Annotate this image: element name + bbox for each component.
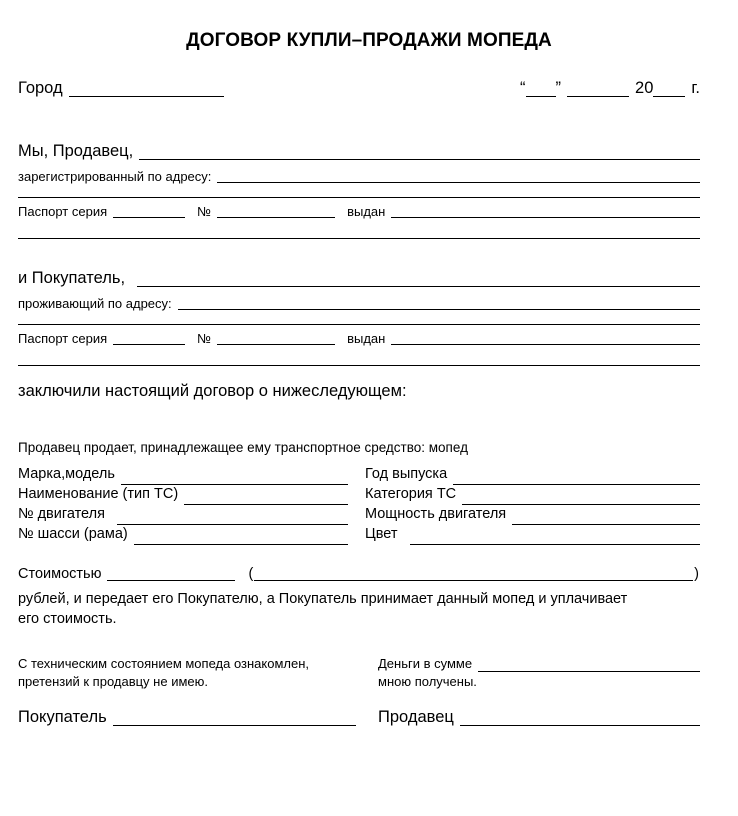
spec-blank-chassis-number[interactable] — [134, 530, 348, 545]
acknowledgement-line-2: претензий к продавцу не имею. — [18, 674, 208, 689]
spec-blank-year[interactable] — [453, 470, 700, 485]
spec-label-chassis-number: № шасси (рама) — [18, 526, 128, 542]
receipt-block — [378, 655, 700, 691]
seller-passport-number-label: № — [197, 204, 212, 219]
signature-seller-row — [378, 708, 700, 727]
buyer-passport-row — [18, 331, 700, 346]
buyer-passport-continuation-rule — [18, 365, 700, 366]
signature-buyer-blank[interactable] — [113, 709, 356, 726]
price-paren-close: ) — [694, 566, 699, 582]
spec-row-chassis-number — [18, 526, 348, 546]
spec-column-right — [365, 466, 700, 546]
spec-label-color: Цвет — [365, 526, 398, 542]
receipt-amount-blank[interactable] — [478, 659, 700, 672]
seller-name-row — [18, 142, 700, 161]
price-amount-blank[interactable] — [107, 566, 235, 581]
buyer-passport-issued-blank[interactable] — [391, 332, 700, 345]
signature-buyer-row — [18, 708, 356, 727]
buyer-address-label: проживающий по адресу: — [18, 296, 172, 311]
spec-blank-category[interactable] — [462, 490, 700, 505]
date-quote-close: ” — [555, 79, 562, 97]
spec-row-type-name — [18, 486, 348, 506]
seller-passport-continuation-rule — [18, 238, 700, 239]
receipt-amount-row — [378, 655, 700, 673]
date-month-blank[interactable] — [567, 80, 629, 97]
price-words-blank[interactable] — [254, 566, 693, 581]
price-label: Стоимостью — [18, 566, 102, 582]
buyer-name-row — [18, 269, 700, 288]
acknowledgement-block — [18, 655, 358, 691]
signature-seller-label: Продавец — [378, 708, 454, 726]
buyer-name-blank[interactable] — [137, 270, 700, 287]
seller-address-blank[interactable] — [217, 170, 700, 183]
subject-line: Продавец продает, принадлежащее ему транспортное средство: мопед — [18, 440, 468, 455]
price-paren-open: ( — [248, 566, 254, 582]
page-title: ДОГОВОР КУПЛИ–ПРОДАЖИ МОПЕДА — [186, 30, 552, 51]
spec-row-brand-model — [18, 466, 348, 486]
buyer-passport-series-blank[interactable] — [113, 332, 185, 345]
seller-passport-label: Паспорт серия — [18, 204, 108, 219]
agreement-line: заключили настоящий договор о нижеследующем: — [18, 382, 407, 400]
spec-blank-color[interactable] — [410, 530, 701, 545]
signature-buyer-label: Покупатель — [18, 708, 107, 726]
spec-column-left — [18, 466, 348, 546]
spec-label-brand-model: Марка,модель — [18, 466, 115, 482]
buyer-passport-number-blank[interactable] — [217, 332, 335, 345]
buyer-address-row — [18, 296, 700, 311]
seller-address-label: зарегистрированный по адресу: — [18, 169, 212, 184]
spec-blank-engine-power[interactable] — [512, 510, 700, 525]
seller-passport-series-blank[interactable] — [113, 205, 185, 218]
date-year-blank[interactable] — [653, 80, 685, 97]
acknowledgement-line-1: С техническим состоянием мопеда ознакомлен, — [18, 656, 310, 671]
spec-label-type-name: Наименование (тип ТС) — [18, 486, 179, 502]
receipt-line-2: мною получены. — [378, 674, 477, 689]
spec-row-year — [365, 466, 700, 486]
spec-blank-brand-model[interactable] — [121, 470, 348, 485]
buyer-passport-label: Паспорт серия — [18, 331, 108, 346]
price-terms-line-2: его стоимость. — [18, 611, 117, 627]
date-day-blank[interactable] — [526, 80, 556, 97]
buyer-passport-issued-label: выдан — [347, 331, 386, 346]
seller-passport-issued-label: выдан — [347, 204, 386, 219]
spec-label-category: Категория ТС — [365, 486, 457, 502]
seller-passport-row — [18, 204, 700, 219]
seller-name-blank[interactable] — [139, 143, 700, 160]
spec-label-year: Год выпуска — [365, 466, 448, 482]
city-label: Город — [18, 79, 63, 97]
date-year-suffix: г. — [691, 79, 700, 97]
seller-address-continuation-rule — [18, 197, 700, 198]
spec-blank-type-name[interactable] — [184, 490, 348, 505]
seller-intro-label: Мы, Продавец, — [18, 142, 134, 160]
date-year-prefix: 20 — [635, 79, 654, 97]
price-row — [18, 566, 700, 582]
spec-label-engine-power: Мощность двигателя — [365, 506, 507, 522]
spec-row-engine-power — [365, 506, 700, 526]
spec-blank-engine-number[interactable] — [117, 510, 348, 525]
buyer-intro-label: и Покупатель, — [18, 269, 126, 287]
seller-passport-number-blank[interactable] — [217, 205, 335, 218]
spec-row-engine-number — [18, 506, 348, 526]
buyer-passport-number-label: № — [197, 331, 212, 346]
spec-row-color — [365, 526, 700, 546]
date-quote-open: “ — [520, 79, 526, 97]
buyer-address-blank[interactable] — [178, 297, 700, 310]
city-date-row — [18, 79, 700, 98]
seller-passport-issued-blank[interactable] — [391, 205, 700, 218]
spec-row-category — [365, 486, 700, 506]
receipt-label: Деньги в сумме — [378, 656, 473, 671]
seller-address-row — [18, 169, 700, 184]
signature-seller-blank[interactable] — [460, 709, 700, 726]
spec-label-engine-number: № двигателя — [18, 506, 105, 522]
buyer-address-continuation-rule — [18, 324, 700, 325]
price-terms-line-1: рублей, и передает его Покупателю, а Покупатель принимает данный мопед и уплачивает — [18, 591, 628, 607]
city-blank[interactable] — [69, 80, 224, 97]
